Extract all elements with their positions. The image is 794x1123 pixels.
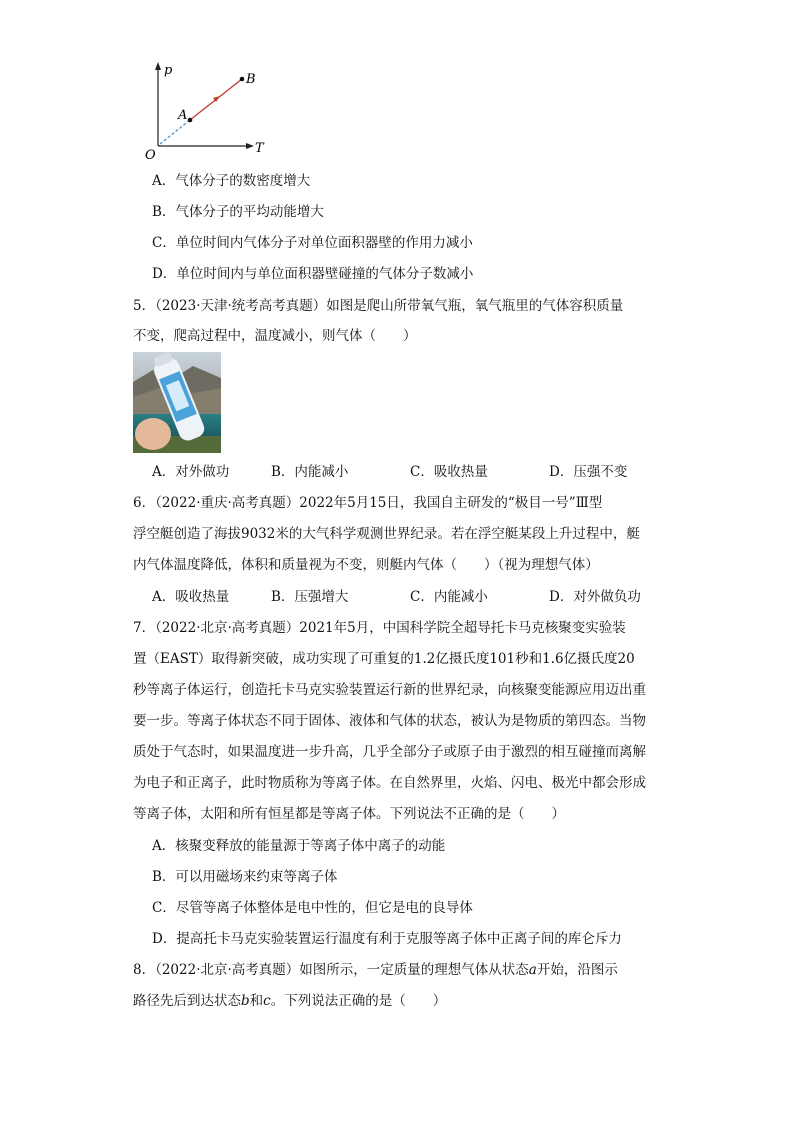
q7-option-a: A．核聚变释放的能量源于等离子体中离子的动能 bbox=[152, 838, 446, 854]
p-t-graph bbox=[140, 58, 270, 162]
q8-var-c: c bbox=[263, 993, 271, 1009]
q5-option-b: B．内能减小 bbox=[271, 464, 349, 480]
q4-option-c: C．单位时间内气体分子对单位面积器壁的作用力减小 bbox=[152, 235, 473, 251]
q8-line1-suffix: 开始，沿图示 bbox=[536, 962, 618, 978]
q7-stem-line-7: 等离子体，太阳和所有恒星都是等离子体。下列说法不正确的是（ ） bbox=[133, 806, 565, 822]
q5-option-a: A．对外做功 bbox=[152, 464, 230, 480]
q5-stem-line-2: 不变，爬高过程中，温度减小，则气体（ ） bbox=[133, 328, 417, 344]
q6-stem-line-1: 6．（2022·重庆·高考真题）2022年5月15日，我国自主研发的“极目一号”Ⅲ型 bbox=[133, 495, 603, 511]
q6-option-d: D．对外做负功 bbox=[549, 589, 641, 605]
q6-stem-line-3: 内气体温度降低，体积和质量视为不变，则艇内气体（ ）（视为理想气体） bbox=[133, 557, 599, 573]
q8-var-b: b bbox=[241, 993, 250, 1009]
dashed-extension bbox=[160, 120, 190, 144]
q7-stem-line-1: 7．（2022·北京·高考真题）2021年5月，中国科学院全超导托卡马克核聚变实验装 bbox=[133, 620, 626, 636]
y-axis-arrow bbox=[155, 62, 161, 70]
q5-option-c: C．吸收热量 bbox=[410, 464, 488, 480]
q7-stem-line-5: 质处于气态时，如果温度进一步升高，几乎全部分子或原子由于激烈的相互碰撞而离解 bbox=[133, 744, 646, 760]
q7-option-c: C．尽管等离子体整体是电中性的，但它是电的良导体 bbox=[152, 900, 473, 916]
q6-option-c: C．内能减小 bbox=[410, 589, 488, 605]
q4-option-a: A．气体分子的数密度增大 bbox=[152, 173, 311, 189]
q7-stem-line-3: 秒等离子体运行，创造托卡马克实验装置运行新的世界纪录，向核聚变能源应用迈出重 bbox=[133, 682, 646, 698]
point-a-label: A bbox=[178, 108, 188, 123]
q8-line1-prefix: 8．（2022·北京·高考真题）如图所示，一定质量的理想气体从状态 bbox=[133, 962, 529, 978]
q7-stem-line-4: 要一步。等离子体状态不同于固体、液体和气体的状态，被认为是物质的第四态。当物 bbox=[133, 713, 646, 729]
x-axis-arrow bbox=[246, 143, 254, 149]
q8-line2-prefix: 路径先后到达状态 bbox=[133, 993, 241, 1009]
q8-line2-mid: 和 bbox=[249, 993, 264, 1009]
origin-label: O bbox=[145, 148, 156, 162]
q4-option-d: D．单位时间内与单位面积器壁碰撞的气体分子数减小 bbox=[152, 266, 474, 282]
q6-option-b: B．压强增大 bbox=[271, 589, 349, 605]
point-b-label: B bbox=[246, 72, 256, 87]
q8-line2-suffix: 。下列说法正确的是（ ） bbox=[270, 993, 447, 1009]
q5-stem-line-1: 5．（2023·天津·统考高考真题）如图是爬山所带氧气瓶，氧气瓶里的气体容积质量 bbox=[133, 298, 624, 314]
q7-option-d: D．提高托卡马克实验装置运行温度有利于克服等离子体中正离子间的库仑斥力 bbox=[152, 931, 622, 947]
q8-stem-line-1 bbox=[133, 960, 618, 980]
y-axis-label: p bbox=[164, 63, 173, 78]
oxygen-bottle-photo bbox=[133, 352, 221, 453]
x-axis-label: T bbox=[255, 141, 264, 156]
q4-option-b: B．气体分子的平均动能增大 bbox=[152, 204, 324, 220]
q6-option-a: A．吸收热量 bbox=[152, 589, 230, 605]
point-b bbox=[240, 77, 245, 82]
point-a bbox=[188, 118, 193, 123]
q8-stem-line-2 bbox=[133, 991, 446, 1011]
p-t-diagram bbox=[140, 58, 270, 162]
q5-option-d: D．压强不变 bbox=[549, 464, 628, 480]
q7-option-b: B．可以用磁场来约束等离子体 bbox=[152, 869, 338, 885]
q6-stem-line-2: 浮空艇创造了海拔9032米的大气科学观测世界纪录。若在浮空艇某段上升过程中，艇 bbox=[133, 526, 640, 542]
q7-stem-line-6: 为电子和正离子，此时物质称为等离子体。在自然界里，火焰、闪电、极光中都会形成 bbox=[133, 775, 646, 791]
q7-stem-line-2: 置（EAST）取得新突破，成功实现了可重复的1.2亿摄氏度101秒和1.6亿摄氏度20 bbox=[133, 651, 635, 667]
q8-var-a: a bbox=[528, 962, 537, 978]
